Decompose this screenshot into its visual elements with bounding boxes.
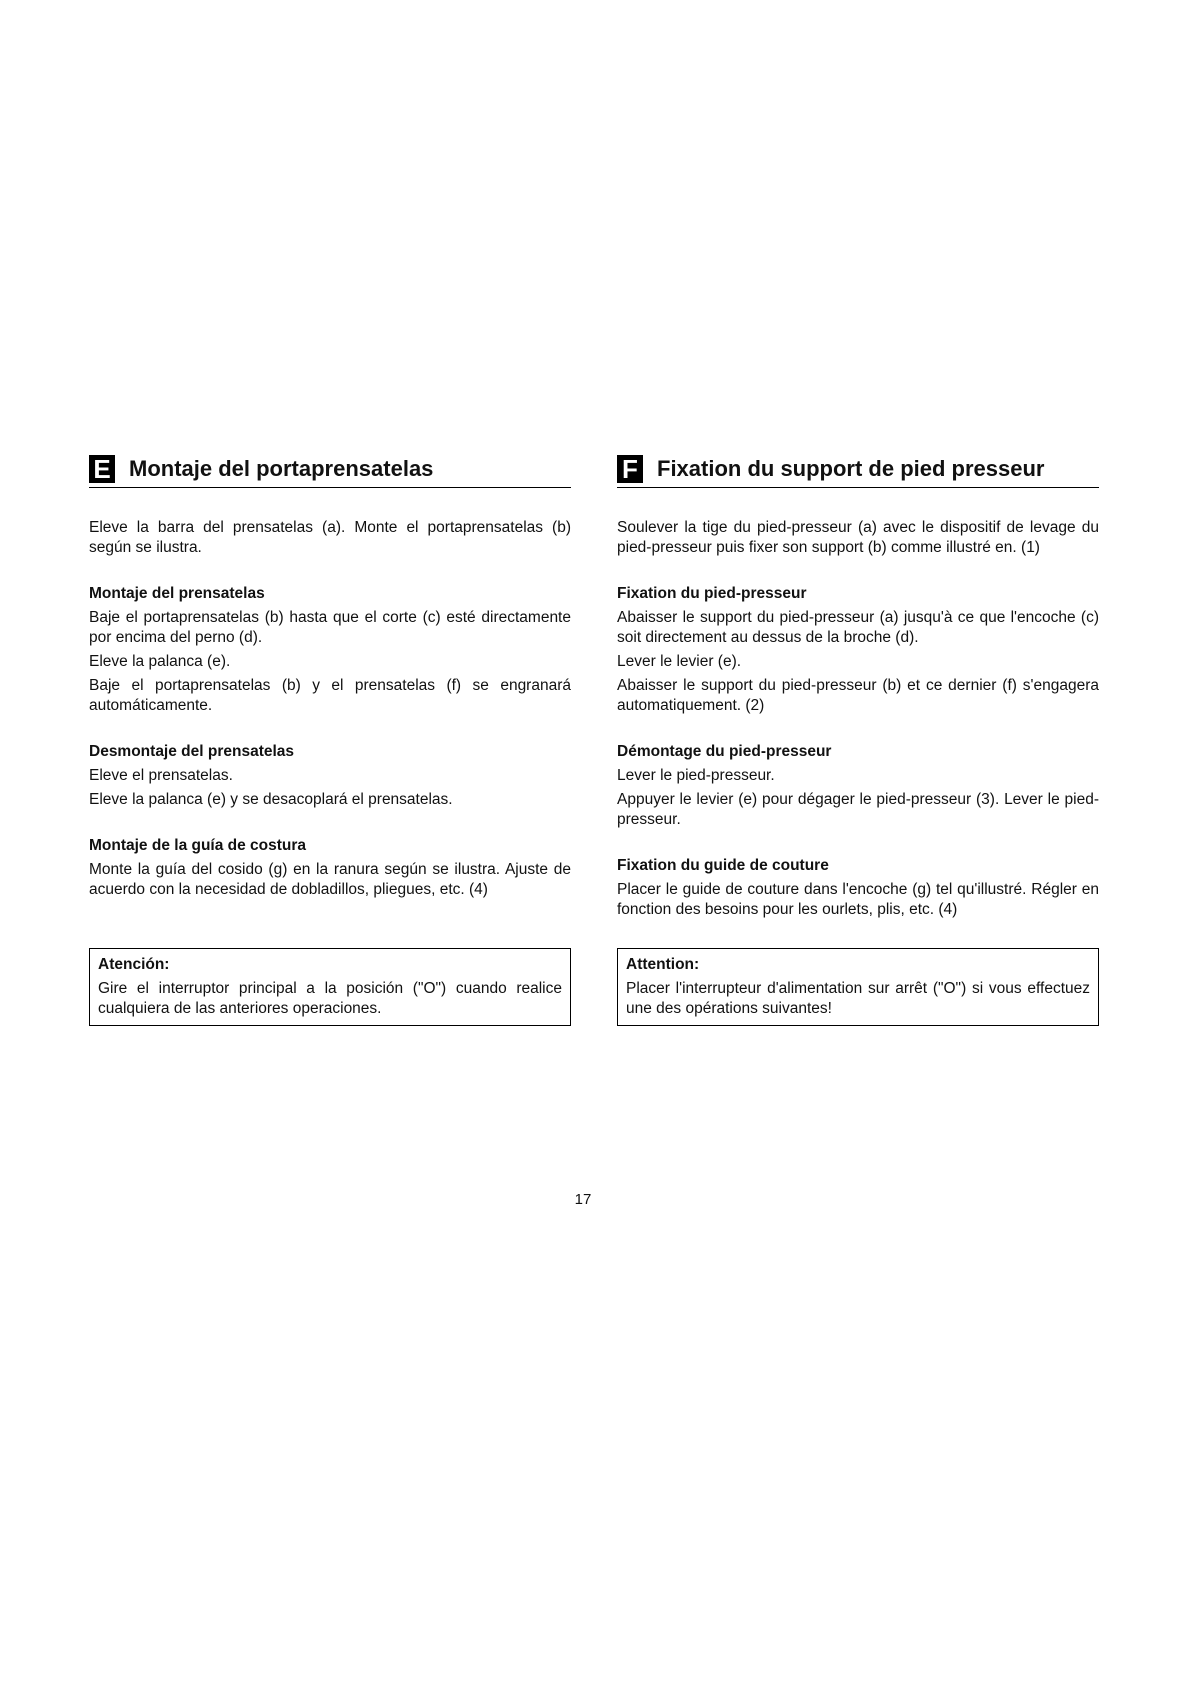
french-intro: Soulever la tige du pied-presseur (a) avec le dispositif de levage du pied-presseur puis fixer son support (b) comme illustré en. (1): [617, 519, 1099, 556]
section-paragraph: Abaisser le support du pied-presseur (a) jusqu'à ce que l'encoche (c) soit directement au dessus de la broche (d).: [617, 609, 1099, 646]
section-heading: Montaje de la guía de costura: [89, 837, 307, 854]
language-badge-f: F: [617, 455, 643, 483]
spanish-section-mounting: [89, 584, 571, 716]
section-heading: Fixation du pied-presseur: [617, 585, 807, 602]
french-section-removal: [617, 742, 1099, 830]
notice-text: Gire el interruptor principal a la posición ("O") cuando realice cualquiera de las anteriores operaciones.: [98, 980, 562, 1017]
spanish-column: [89, 454, 571, 900]
spanish-header: [89, 454, 571, 488]
spanish-intro: Eleve la barra del prensatelas (a). Monte el portaprensatelas (b) según se ilustra.: [89, 519, 571, 556]
french-header: [617, 454, 1099, 488]
notice-title: Attention:: [626, 956, 700, 973]
section-heading: Fixation du guide de couture: [617, 857, 829, 874]
notice-title: Atención:: [98, 956, 170, 973]
section-heading: Montaje del prensatelas: [89, 585, 265, 602]
section-paragraph: Eleve la palanca (e).: [89, 653, 231, 670]
notice-text: Placer l'interrupteur d'alimentation sur arrêt ("O") si vous effectuez une des opérations suivantes!: [626, 980, 1090, 1017]
french-column: [617, 454, 1099, 920]
section-paragraph: Placer le guide de couture dans l'encoche (g) tel qu'illustré. Régler en fonction des besoins pour les ourlets, plis, etc. (4): [617, 881, 1099, 918]
spanish-title: Montaje del portaprensatelas: [129, 456, 434, 481]
section-paragraph: Lever le levier (e).: [617, 653, 742, 670]
french-notice-box: [617, 948, 1099, 1026]
spanish-section-guide: [89, 836, 571, 900]
section-paragraph: Abaisser le support du pied-presseur (b) et ce dernier (f) s'engagera automatiquement. (2): [617, 677, 1099, 714]
section-paragraph: Baje el portaprensatelas (b) hasta que el corte (c) esté directamente por encima del perno (d).: [89, 609, 571, 646]
section-paragraph: Appuyer le levier (e) pour dégager le pied-presseur (3). Lever le pied-presseur.: [617, 791, 1099, 828]
section-heading: Desmontaje del prensatelas: [89, 743, 295, 760]
spanish-notice-box: [89, 948, 571, 1026]
french-section-guide: [617, 856, 1099, 920]
spanish-section-removal: [89, 742, 571, 810]
section-paragraph: Eleve el prensatelas.: [89, 767, 233, 784]
section-paragraph: Eleve la palanca (e) y se desacoplará el prensatelas.: [89, 791, 453, 808]
section-paragraph: Monte la guía del cosido (g) en la ranura según se ilustra. Ajuste de acuerdo con la necesidad de dobladillos, pliegues, etc. (4): [89, 861, 571, 898]
french-section-mounting: [617, 584, 1099, 716]
section-paragraph: Baje el portaprensatelas (b) y el prensatelas (f) se engranará automáticamente.: [89, 677, 571, 714]
language-badge-e: E: [89, 455, 115, 483]
section-paragraph: Lever le pied-presseur.: [617, 767, 775, 784]
section-heading: Démontage du pied-presseur: [617, 743, 832, 760]
french-title: Fixation du support de pied presseur: [657, 456, 1045, 481]
page-number: 17: [574, 1191, 592, 1208]
